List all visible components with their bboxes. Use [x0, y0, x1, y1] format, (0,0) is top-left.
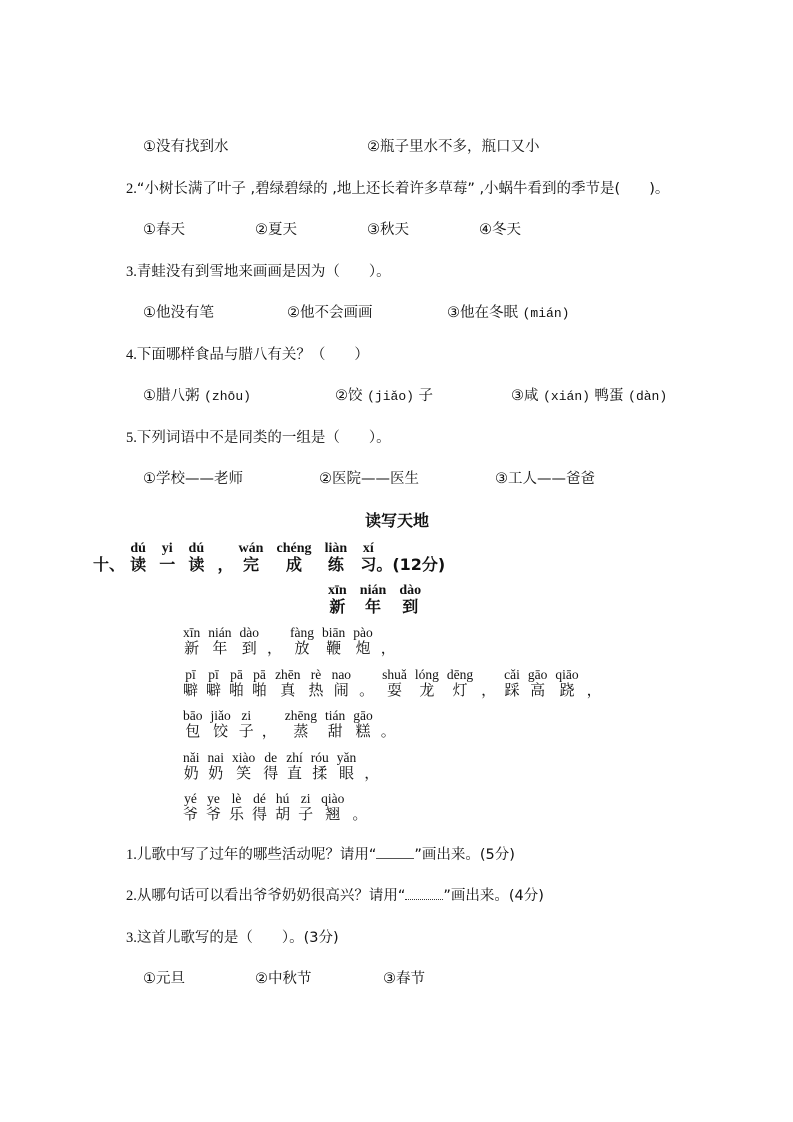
poem-line-4 [183, 751, 387, 782]
q5-option-3: ③工人——爸爸 [495, 471, 595, 487]
ruby-char: qiāo 跷 [555, 667, 579, 699]
punctuation: ， [364, 764, 380, 782]
score-label: 。(12分) [376, 555, 446, 574]
question-3 [126, 260, 391, 281]
option-text: ②饺 [335, 388, 363, 404]
ruby-char: wán 完 [238, 541, 264, 574]
ruby-char: pào 炮 [353, 625, 373, 657]
ruby-char: pī 噼 [206, 667, 222, 699]
ruby-char: xīn 新 [328, 583, 347, 616]
ruby-char: róu 揉 [310, 750, 329, 782]
part-number: 十、 [93, 555, 126, 574]
pinyin-annotation: (zhōu) [204, 389, 251, 404]
question-4 [126, 343, 369, 364]
question-text: 下面哪样食品与腊八有关？（ ） [136, 347, 369, 363]
question-number: 4. [126, 347, 137, 363]
ruby-char: dú 读 [188, 541, 205, 574]
question-text: 下列词语中不是同类的一组是（ ）。 [136, 430, 391, 446]
question-number: 1. [126, 847, 137, 863]
option-text: ③他在冬眠 [447, 305, 518, 321]
exercise-3 [126, 926, 339, 947]
part-10-heading [93, 542, 445, 573]
ruby-char: zhí 直 [286, 750, 303, 782]
q4-option-1 [143, 384, 251, 405]
ruby-char: nián 年 [359, 583, 387, 616]
ruby-char: zi 子 [298, 791, 314, 823]
q4-option-3 [511, 384, 667, 405]
ruby-char: yi 一 [159, 541, 176, 574]
punctuation: ， [586, 681, 602, 699]
e3-option-2: ②中秋节 [255, 971, 312, 987]
option-text: 子 [418, 388, 434, 404]
q4-option-2 [335, 384, 433, 405]
ruby-char: liàn 练 [324, 541, 348, 574]
ruby-char: lóng 龙 [414, 667, 439, 699]
ruby-char: zhēn 真 [275, 667, 301, 699]
question-number: 2. [126, 181, 137, 197]
question-number: 3. [126, 264, 137, 280]
poem-line-1 [183, 626, 404, 657]
ruby-char: yǎn 眼 [336, 750, 357, 782]
question-number: 3. [126, 930, 137, 946]
punctuation: ， [261, 722, 277, 740]
ruby-char: hú 胡 [275, 791, 291, 823]
exercise-1 [126, 843, 515, 864]
q1-option-1: ①没有找到水 [143, 139, 229, 155]
option-text: ①腊八粥 [143, 388, 200, 404]
ruby-char: jiǎo 饺 [210, 708, 231, 740]
exercise-2 [126, 884, 544, 905]
ruby-char: nai 奶 [207, 750, 224, 782]
punctuation: 。 [352, 805, 368, 823]
ruby-char: biān 鞭 [322, 625, 346, 657]
question-2 [126, 177, 669, 198]
ruby-char: chéng 成 [276, 541, 312, 574]
question-text: 青蛙没有到雪地来画画是因为（ ）。 [136, 264, 391, 280]
ruby-char: dào 到 [239, 625, 260, 657]
question-text: 儿歌中写了过年的哪些活动呢？请用“ [136, 847, 377, 863]
pinyin-annotation: (dàn) [628, 389, 668, 404]
option-text: ③咸 [511, 388, 539, 404]
punctuation: ， [481, 681, 497, 699]
punctuation: 。 [380, 722, 396, 740]
e3-option-1: ①元旦 [143, 971, 185, 987]
ruby-char: gāo 糕 [353, 708, 373, 740]
q2-option-3: ③秋天 [367, 222, 409, 238]
ruby-char: dú 读 [130, 541, 147, 574]
question-number: 2. [126, 888, 137, 904]
question-5 [126, 426, 391, 447]
question-text: 从哪句话可以看出爷爷奶奶很高兴？请用“ [136, 888, 406, 904]
ruby-char: pā 啪 [252, 667, 268, 699]
ruby-char: shuǎ 耍 [382, 667, 407, 699]
q3-option-3 [447, 301, 569, 322]
question-number: 5. [126, 430, 137, 446]
ruby-char: rè 热 [308, 667, 324, 699]
pinyin-annotation: (mián) [522, 306, 570, 321]
ruby-char: nián 年 [208, 625, 232, 657]
ruby-char: cǎi 踩 [504, 667, 520, 699]
ruby-char: dào 到 [399, 583, 422, 616]
question-text: ”画出来。(5分) [414, 847, 515, 863]
punctuation: ， [380, 639, 396, 657]
pinyin-annotation: (xián) [543, 389, 590, 404]
q3-option-1: ①他没有笔 [143, 305, 214, 321]
ruby-char: yé 爷 [183, 791, 199, 823]
ruby-char: de 得 [263, 750, 279, 782]
q2-option-4: ④冬天 [479, 222, 521, 238]
punctuation: ， [217, 555, 234, 574]
ruby-char: nao 闹 [331, 667, 352, 699]
ruby-char: xiào 笑 [232, 750, 256, 782]
ruby-char: zi 子 [238, 708, 254, 740]
ruby-char: dēng 灯 [446, 667, 474, 699]
ruby-char: dé 得 [252, 791, 268, 823]
ruby-char: nǎi 奶 [183, 750, 200, 782]
ruby-char: bāo 包 [183, 708, 203, 740]
e3-option-3: ③春节 [383, 971, 425, 987]
q5-option-2: ②医院——医生 [319, 471, 419, 487]
poem-line-5 [183, 792, 375, 823]
q5-option-1: ①学校——老师 [143, 471, 243, 487]
ruby-char: qiào 翘 [321, 791, 345, 823]
straight-underline-mark [376, 846, 414, 859]
question-text: “小树长满了叶子 ,碧绿碧绿的 ,地上还长着许多草莓” ,小蜗牛看到的季节是( )。 [136, 181, 670, 197]
ruby-char: gāo 高 [527, 667, 548, 699]
ruby-char: lè 乐 [229, 791, 245, 823]
pinyin-annotation: (jiǎo) [367, 389, 414, 404]
poem-line-3 [183, 709, 404, 740]
q3-option-2: ②他不会画画 [287, 305, 373, 321]
punctuation: 。 [359, 681, 375, 699]
question-text: 这首儿歌写的是（ ）。(3分) [136, 930, 339, 946]
ruby-char: fàng 放 [290, 625, 315, 657]
q2-option-2: ②夏天 [255, 222, 297, 238]
question-text: ”画出来。(4分) [443, 888, 544, 904]
poem-title [328, 584, 429, 615]
ruby-char: xí 习 [360, 541, 377, 574]
section-title: 读写天地 [365, 511, 430, 530]
ruby-char: tián 甜 [325, 708, 346, 740]
ruby-char: zhēng 蒸 [284, 708, 318, 740]
poem-line-2 [183, 668, 610, 699]
ruby-char: pī 噼 [183, 667, 199, 699]
ruby-char: pā 啪 [229, 667, 245, 699]
punctuation: ， [267, 639, 283, 657]
q1-option-2: ②瓶子里水不多，瓶口又小 [367, 139, 540, 155]
option-text: 鸭蛋 [594, 388, 624, 404]
ruby-char: xīn 新 [183, 625, 201, 657]
wavy-underline-mark [405, 887, 443, 900]
ruby-char: ye 爷 [206, 791, 222, 823]
q2-option-1: ①春天 [143, 222, 185, 238]
